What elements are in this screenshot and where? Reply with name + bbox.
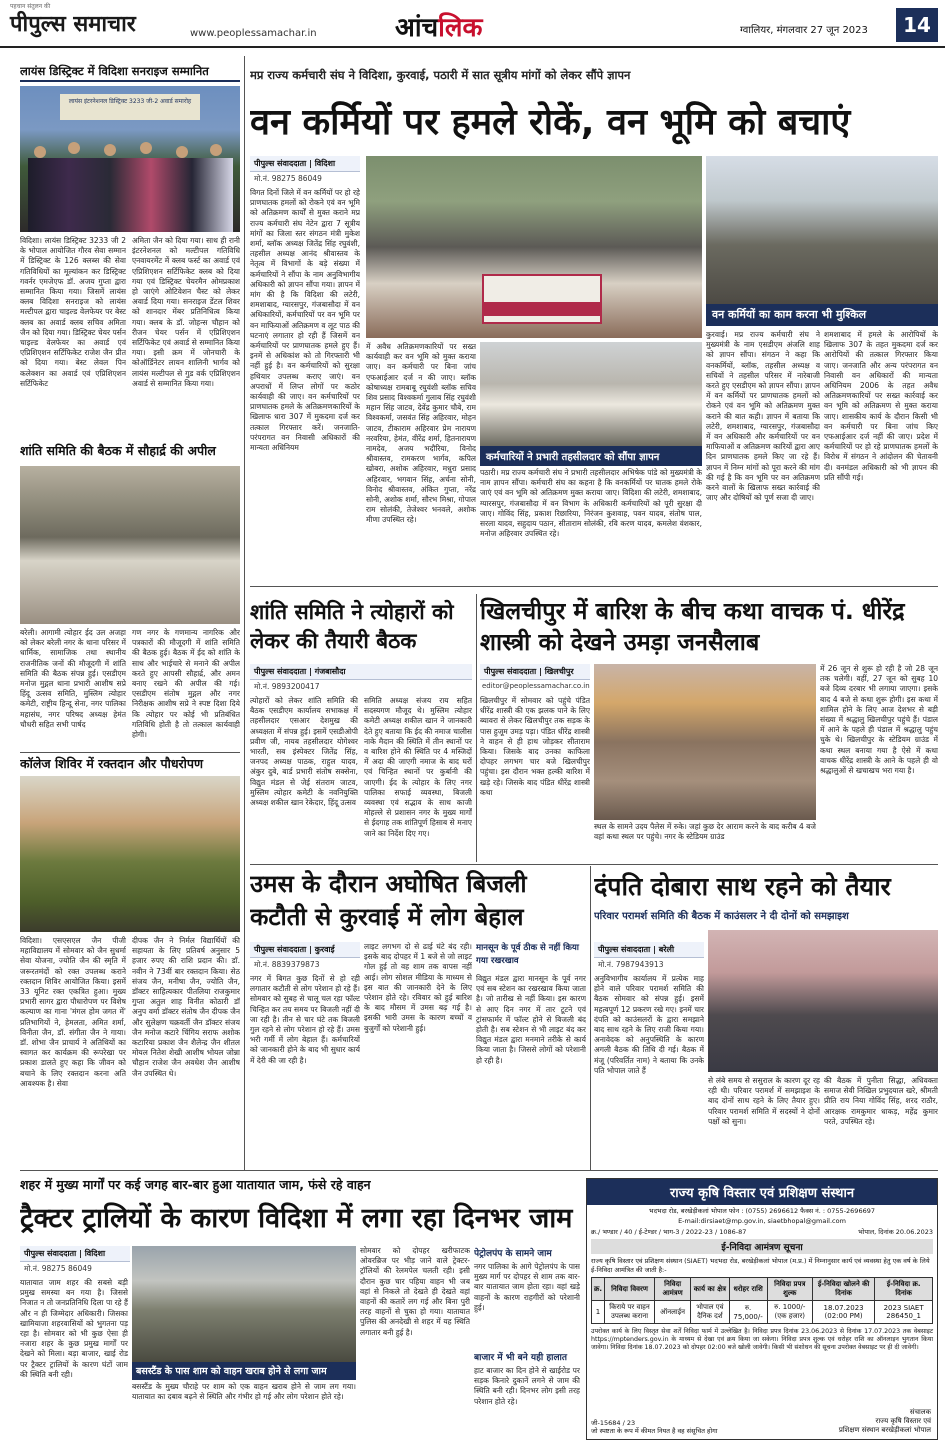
tender-org: राज्य कृषि विस्तार एवं प्रशिक्षण संस्थान bbox=[587, 1179, 937, 1205]
tender-cell: ऑनलाईन bbox=[655, 1301, 691, 1324]
dampati-subhead: परिवार परामर्श समिति की बैठक में काउंसलर ने दी दोनों को समझाइश bbox=[594, 911, 849, 922]
section-title-part1: आंच bbox=[395, 13, 439, 43]
college-headline: कॉलेज शिविर में रक्तदान और पौधरोपण bbox=[20, 752, 240, 772]
shanti2-byline-name: पीपुल्स संवाददाता bbox=[254, 667, 307, 676]
jam-photo-caption-body: बसस्टैंड के मुख्य चौराहे पर शाम को एक वाहन खराब होने से जाम लग गया। यातायात का दबाव बढ़ने से स्थिति और गंभीर हो गई और लोग परेशान होते रहे। bbox=[132, 1382, 356, 1402]
tender-sign-line1: संचालक bbox=[909, 1408, 931, 1416]
tender-advertisement bbox=[586, 1178, 938, 1440]
section-title bbox=[395, 8, 482, 44]
jam-byline: पीपुल्स संवाददाता | विदिशा bbox=[20, 1246, 130, 1262]
dampati-byline-name: पीपुल्स संवाददाता bbox=[598, 945, 651, 954]
tender-cell: 18.07.2023 (02:00 PM) bbox=[812, 1301, 874, 1324]
khilchi-photo-caption: स्थल के सामने उदय पैलेस में रुके। जहां कुछ देर आराम करने के बाद करीब 4 बजे वहां कथा स्थल पर पहुंचे। नगर के स्टेडियम ग्राउंड bbox=[594, 822, 816, 842]
van-right-caption: वन कर्मियों का काम करना भी मुश्किल bbox=[706, 304, 938, 326]
jam-text-col4: हाट बाजार का दिन होने से खाईरोड पर सड़क किनारे दुकानें लगने से जाम की स्थिति बनी रही। दिनभर लोग इसी तरह परेशान होते रहे। bbox=[474, 1366, 580, 1406]
khilchi-email[interactable]: editor@peoplessamachar.co.in bbox=[482, 682, 590, 690]
van-byline-name: पीपुल्स संवाददाता bbox=[254, 159, 307, 168]
jam-text-col2: सोमवार को दोपहर खरीफाटक ओवरब्रिज पर भीड़ जाने वाले ट्रेक्टर-ट्रॉलियों की रेलमपेल चलती रही। इसी दौरान कुछ चार पहिया वाहन भी जब वहां से निकले तो देखते ही देखते वहां वाहनों की कतारें लग गई और बिना पुरी तरह वाहनों से चुका हो गया। यातायात पुलिस की अनदेखी से शहर में यह स्थिति लगातार बनी हुई है। bbox=[360, 1246, 470, 1337]
jam-headline: ट्रैक्टर ट्रालियों के कारण विदिशा में लगा रहा दिनभर जाम bbox=[20, 1203, 573, 1234]
tender-cell: 2023 SIAET 286450_1 bbox=[875, 1301, 933, 1324]
dampati-byline-place: बरेली bbox=[658, 945, 675, 954]
shanti1-headline: शांति समिति की बैठक में सौहार्द्र की अपील bbox=[20, 443, 216, 458]
khilchi-byline: पीपुल्स संवाददाता | खिलचीपुर bbox=[480, 664, 590, 680]
shanti1-text-col2: गण नगर के गणमान्य नागरिक और पत्रकारों की मौजूदगी में शांति समिति की बैठक हुई। बैठक में ईद को शांति के साथ और भाईचारे से मनाने की अपील करते हुए आपसी सौहार्द्र, और अमन बनाए रखने की अपील की गई। एसडीएम संतोष मुद्गल और नगर निरीक्षक आशीष सप्रे ने स्पष्ट दिशा दिये कि त्योहार पर कोई भी प्रतिबंधित गतिविधि होती है तो तत्काल कार्यवाही होगी। bbox=[132, 628, 240, 740]
lions-text-col2: अमिता जैन को दिया गया। साथ ही रानी इंटरनेशनल को मल्टीपल गतिविधि एनवायरमेंट में क्लब फर्स्ट का अवार्ड एवं एप्रिशिएशन सर्टिफिकेट क्लब को दिया गया एवं डिस्ट्रिक्ट चेयरमैन ओमप्रकाश हो जाएंगे ओटिवेशन चैस्ट को लेकर अवार्ड दिया गया। सनराइज डेंटल शिवर को शानदार मेंबर प्रतिनिधित्व किया गया। क्लब के डॉ. जोहन्स चौहान को रीजन चेयर पर्सन में एप्रिशिएशन सर्टिफिकेट एवं अवार्ड से सम्मानित किया गया। इसी क्रम में जोनचारी के कोऑर्डिनेटर लायन शालिनी भार्गव को लायंस मल्टीपल से गुड वर्क एप्रिशिएशन अवार्ड से सम्मानित किया गया। bbox=[132, 236, 240, 388]
tender-col-header: निविदा आमंत्रण bbox=[655, 1278, 691, 1301]
van-byline-place: विदिशा bbox=[314, 159, 336, 168]
dampati-photo bbox=[708, 930, 938, 1072]
dampati-text-col2: से लंबे समय से ससुराल के कारण दूर रह रही थी। परिवार परामर्श में समझाइश के बाद दोनों साथ रहने के लिए तैयार हुए। परिवार परामर्श समिति में सदस्यों ने दोनों पक्षों को सुना। bbox=[708, 1076, 820, 1126]
tender-cell: रु. 75,000/- bbox=[729, 1301, 767, 1324]
jam-byline-place: विदिशा bbox=[84, 1249, 106, 1258]
jam-text-col3: नगर पालिका के आगे पेट्रोलपंप के पास मुख्य मार्ग पर दोपहर से शाम तक बार-बार यातायात जाम होता रहा। वहां खड़े वाहनों के कारण राहगीरों को परेशानी हुई। bbox=[474, 1262, 580, 1312]
dampati-mobile: मो.नं. 7987943913 bbox=[598, 960, 664, 969]
tender-col-header: ई-निविदा क्र. दिनांक bbox=[875, 1278, 933, 1301]
van-photo-caption-body: पठारी। मप्र राज्य कर्मचारी संघ ने प्रभारी तहसीलदार अभिषेक पांडे को मुख्यमंत्री के नाम ज्ञापन सौंपा। कर्मचारी संघ का कहना है कि वनकर्मियों पर घातक हमले रोके जाएं एवं वन भूमि को अतिक्रमण मुक्त कराया जाए। विदिशा की लटेरी, शमशाबाद, ग्यारसपुर, गंजबासौदा में वन विभाग के अधिकारी कर्मचारियों को पूरी सुरक्षा दी जाए। गोविंद सिंह, प्रकाश रिछारिया, निरंजन कुशवाह, पवन यादव, संतोष पाल, सरला यादव, सहुदाय पठान, सीताराम सोलंकी, रवि करण यादव, कमलेश वंशकार, मनोज अहिरवार उपस्थित रहे। bbox=[480, 468, 702, 539]
bijli-text-col1: नगर में बिगत कुछ दिनों से हो रही लगातार कटौती से लोग परेशान हो रहे हैं। सोमवार को सुबह से चालू चल रहा फॉल्ट चिन्हित कर तय समय पर बिजली नहीं दी जा रही है। तीन से चार घंटे तक बिजली गुल रहने से लोग परेशान हो रहे हैं। उमस भरी गर्मी में लोग बेहाल हैं। कर्मचारियों को जानकारी होने के बाद भी सुधार कार्य में देरी की जा रही है। bbox=[250, 974, 360, 1065]
bijli-subhead: मानसून के पूर्व ठीक से नहीं किया गया रखरखाव bbox=[476, 943, 580, 966]
college-text-col1: विदिशा। एसएसएल जैन पीजी महाविद्यालय में सोमवार को जैन सुधर्मा सेवा योजना, ज्योति जैन की स्मृति में जरूरतमंदों को रक्त उपलब्ध कराने रक्तदान शिविर आयोजित किया। इसमें 33 यूनिट रक्त एकत्रित हुआ। मुख्य प्रभारी सागर द्वारा पौधारोपण पर विशेष कल्याण का गाना 'मंगल होम जगत में' प्रतिभागियों ने, हेमलता, अमित शर्मा, विनीता जैन, डॉ. संगीता जैन ने गाया। डॉ. शोभा जैन प्राचार्य ने अतिथियों का स्वागत कर कार्यक्रम की रूपरेखा पर प्रकाश डालते हुए कहा कि जीवन को बचाने के लिए रक्तदान करना अति आवश्यक है। सेवा bbox=[20, 936, 126, 1088]
tender-cell: 1 bbox=[592, 1301, 605, 1324]
van-headline: वन कर्मियों पर हमले रोकें, वन भूमि को बचाएं bbox=[250, 102, 851, 143]
bijli-text-col3: विद्युत मंडल द्वारा मानसून के पूर्व नगर एवं सब स्टेशन का रखरखाव किया जाता है। जो तारीख से नहीं किया। इस कारण से आए दिन नगर में तार टूटने एवं ट्रांसफार्मर में फॉल्ट होने से बिजली बंद होती है। सब स्टेशन से भी लाइट बंद कर विद्युत मंडल द्वारा मनमाने तरीके से कार्य किया जाता है। जिससे लोगों को परेशानी हो रही है। bbox=[476, 974, 586, 1065]
dampati-text-col3: की बैठक में पुनीता सिद्धा, अधिवक्ता समाज सेवी निखिल प्रभुदयाल खरे, श्रीमती प्रीति राय निया गोविंद सिंह, शरद राठौर, आरक्षक रामकुमार धाकड़, महेंद्र कुमार परते, उपस्थित रहे। bbox=[824, 1076, 938, 1126]
tender-col-header: निविदा प्रपत्र शुल्क bbox=[767, 1278, 812, 1301]
masthead-tagline: पहचान संतुलन की bbox=[10, 3, 51, 10]
lions-banner: लायंस इंटरनेशनल डिस्ट्रिक्ट 3233 जी-2 अवार्ड समारोह bbox=[60, 94, 200, 120]
khilchi-byline-place: खिलचीपुर bbox=[544, 667, 574, 676]
tender-table bbox=[591, 1277, 933, 1324]
section-divider bbox=[250, 586, 938, 587]
tender-cell: रु. 1000/- (एक हजार) bbox=[767, 1301, 812, 1324]
dampati-text-col1: अनुविभागीय कार्यालय में प्रत्येक माह होने वाले परिवार परामर्श समिति की बैठक सोमवार को संपन्न हुई। इसमें महत्वपूर्ण 12 प्रकरण रखे गए। इनमें चार दंपति को काउंसलरों के द्वारा समझाने बाद साथ रहने के लिए राजी किया गया। अनावेदक को अनुपस्थिति के कारण अगली बैठक की तिथि दी गई। बैठक में मंजू (परिवर्तित नाम) ने बताया कि उनके पति भोपाल जाते हैं bbox=[594, 974, 704, 1075]
newspaper-name: पीपुल्स समाचार bbox=[10, 11, 136, 37]
van-right-text-col1: कुरवाई। मप्र राज्य कर्मचारी संघ ने मुख्यमंत्री के नाम एसडीएम अंजलि शाह को ज्ञापन सौंपा। संगठन ने कहा कि वनकर्मियों, ब्लॉक, तहसील अध्यक्ष व सचिवों ने तहसील परिसर में नारेबाजी करते हुए एसडीएम को ज्ञापन सौंपा। ज्ञापन में वन कर्मियों पर प्राणघातक हमलों को रोकने एवं वन भूमि को अतिक्रमण मुक्त कराने की बात कही। ज्ञापन में बताया कि लटेरी, शमशाबाद, ग्यारसपुर, गंजबासौदा में वन अधिकारी और कर्मचारियों पर वन माफियाओं व अतिक्रमण कारियों द्वारा आए दिन प्राणघातक हमले किए जा रहे हैं। ज्ञापन में निम्न मांगों को पूरा करने की मांग की गई है कि वन भूमि पर वन अतिक्रमण करने वालों के खिलाफ सख्त कार्रवाई की जाए और दोषियों को पूर्ण सजा दी जाए। bbox=[706, 330, 820, 503]
jam-mobile: मो.नं. 98275 86049 bbox=[24, 1264, 92, 1273]
van-text-col1: विगत दिनों जिले में वन कर्मियों पर हो रहे प्राणघातक हमलों को रोकने एवं वन भूमि को अतिक्रमण कार्यों से मुक्त कराने मप्र राज्य कर्मचारी संघ नेटेन द्वारा 7 सूत्रीय मांगों का जिला स्तर संगठन मंत्री मुकेश शर्मा, ब्लॉक अध्यक्ष जितेंद्र सिंह रघुवंशी, तहसील अध्यक्ष आनंद श्रीवास्तव के नेतृत्व में विभागों के बड़े संख्या में कर्मचारियों ने सौंपा के नाम अनुविभागीय अधिकारी को ज्ञापन सौंपा गया। ज्ञापन में मांग की है कि विदिशा की लटेरी, शमशाबाद, ग्यारसपुर, गंजबासौदा में वन अधिकारियों, कर्मचारियों पर वन भूमि पर वन माफियाओं अतिक्रमण व लूट पाठ की घटनाएं लगातार हो रही हैं जिसमें वन कर्मचारियों पर प्राणघातक हमले हुए हैं। इनमें से अधिकांश को तो गिरफ्तारी भी नहीं हुई है। वन कर्मचारियों को सुरक्षा हथियार उपलब्ध कराए जाएं। वन अपराधों में लिप्त लोगों पर कठोर कार्यवाही की जाए। वन कर्मचारियों पर प्राणघातक हमले के अतिक्रमणकारियों के खिलाफ धारा 307 में मुकदमा दर्ज कर तत्काल गिरफ्तार करें। जनजाति-परंपरागत वन निवासी अधिकारों की मान्यता अधिनियम bbox=[250, 188, 360, 453]
shanti2-byline: पीपुल्स संवाददाता | गंजबासौदा bbox=[250, 664, 472, 680]
tender-address: भदभदा रोड, बरखेड़ीकलां भोपाल फोन : (0755) 2696612 फैक्स नं. : 0755-2696697 bbox=[649, 1207, 875, 1215]
tender-table-header bbox=[592, 1278, 933, 1301]
van-text-col2: में अवैध अतिक्रमणकारियों पर सख्त कार्यवाही कर वन भूमि को मुक्त कराया जाए। वन कर्मचारी पर बिना जांच एफआईआर दर्ज न की जाए। ब्लॉक कोषाध्यक्ष रामबाबू रघुवंशी ब्लॉक सचिव शिव प्रसाद विश्वकर्मा गुलाब सिंह रघुवंशी महान सिंह जाटव, देवेंद्र कुमार चौबे, राम विश्वकर्मा, जसवंत सिंह अहिरवार, मोहन जाटव, टीकाराम अहिरवार प्रेम नारायण नरवरिया, हेमंत, वीरेंद्र शर्मा, हितनारायण नामदेव, अजय भदौरिया, विनोद श्रीवास्तव, रामकरण भार्गव, कपिल खोबरा, अशोक अहिरवार, मधुरा प्रसाद अहिरवार, भगवान सिंह, अर्चना सोनी, विनोद श्रीवास्तव, अंकित गुप्ता, नरेंद्र सोनी, अशोक शर्मा, सौरभ मिश्रा, गोपाल राम सोलंकी, तेजेश्वर भनवले, अशोक मीणा उपस्थित रहे। bbox=[366, 342, 476, 525]
tender-codes bbox=[591, 1419, 741, 1435]
section-divider-3 bbox=[20, 1170, 938, 1171]
tender-ref-row bbox=[587, 1226, 937, 1237]
jam-subhead-1: पेट्रोलपंप के सामने जाम bbox=[474, 1249, 552, 1259]
column-divider bbox=[244, 56, 245, 1170]
shanti2-text-col1: त्योहारों को लेकर शांति समिति की बैठक एसडीएम कार्यालय सभाकक्ष में तहसीलदार एसआर देशमुख की अध्यक्षता में संपन्न हुई। इसमें एसडीओपी प्रवीण जी, नायब तहसीलदार योगेश्वर भारती, सब इंस्पेक्टर जितेंद्र सिंह, जनपद अध्यक्ष पाठक, राहुल यादव, अंकुर दुबे, बार्ड प्रभारी संतोष सक्सेना, विद्युत मंडल से जेई संतराम जाटव, मुस्लिम त्योहार कमेटी के नवनियुक्ति अध्यक्ष शकील खान रेकेदार, हिंदू उत्सव bbox=[250, 696, 358, 808]
tender-code: जी-15684 / 23 bbox=[591, 1419, 636, 1427]
khilchi-text-col2: में 26 जून से शुरू हो रही है जो 28 जून तक चलेगी। वहीं, 27 जून को सुबह 10 बजे दिव्य दरबार भी लगाया जाएगा। इसके बाद 4 बजे से कथा शुरू होगी। इस कथा में शामिल होने के लिए आज देशभर से बड़ी संख्या में श्रद्धालु खिलचीपुर पहुंचे हैं। पंडाल में आने के पहले ही पंडाल में श्रद्धालु पहुंच चुके थे। खिलचीपुर के स्टेडियम ग्राउंड में कथा स्थल बनाया गया है ऐसे में कथा वाचक धीरेंद्र शास्त्री के आने के पहले ही वो श्रद्धालुओं से खचाखच भरा गया है। bbox=[820, 664, 938, 776]
tender-sign-line2: राज्य कृषि विस्तार एवं bbox=[875, 1417, 931, 1425]
tender-col-header: निविदा विवरण bbox=[605, 1278, 655, 1301]
tender-footer-text: उपरोक्त कार्य के लिए विस्तृत सेवा शर्तें निविदा फार्म में उल्लेखित है। निविदा प्रपत्र दिनांक 23.06.2023 से दिनांक 17.07.2023 तक वेबसाइट https://mptenders.gov.in के माध्यम से देखा एवं क्रय किया जा सकेगा। निविदा प्रपत्र शुल्क एवं धरोहर राशि का ऑनलाइन भुगतान किया जावेगा। निविदा दिनांक 18.07.2023 को दोपहर 02:00 बजे खोली जावेगी। किसी भी संशोधन की सूचना उपरोक्त वेबसाइट पर ही दी जावेगी। bbox=[591, 1328, 933, 1352]
shanti1-photo bbox=[20, 466, 240, 624]
tender-col-header: ई-निविदा खोलने की दिनांक bbox=[812, 1278, 874, 1301]
shanti2-text-col2: समिति अध्यक्ष संजय राय सहित सदस्यगण मौजूद थे। मुस्लिम त्योहार कमेटी अध्यक्ष शकील खान ने जानकारी देते हुए बताया कि ईद की नमाज चालीस नाके मैदान की स्थिति में तीन स्थानों पर व बारिश होने की स्थिति पर 4 मस्जिदों में अदा की जाएगी नमाज के बाद घरों एवं चिन्हित स्थानों पर कुर्बानी की जाएगी। ईद के त्योहार के लिए नगर पालिका सफाई व्यवस्था, बिजली व्यवस्था एवं सद्भाव के साथ काजी मोहल्ले से प्रशासन नगर के मुख्य मार्गों से ईदगाह तक शांतिपूर्ण हिसाब से मनाए जाने का निर्देश दिए गए। bbox=[364, 696, 472, 838]
jam-subhead-2: बाजार में भी बने यही हालात bbox=[474, 1353, 568, 1363]
tender-cell: भोपाल एवं दैनिक दर्श bbox=[691, 1301, 729, 1324]
college-text-col2: दीपक जैन ने निर्मल विद्यार्थियों की सहायता के लिए प्रतिवर्ष अनुसार 5 हजार रुपए की राशि प्रदान की। डॉ. नवीन ने 73वीं बार रक्तदान किया। सेठ संजय जैन, मनीषा जैन, ज्योति जैन, डॉक्टर साहित्यकार पीतलिया राजकुमार गुप्ता अतुल शाह विनीत कोठारी डॉ अनुप वर्मा डॉक्टर संतोष जैन दीपक जैन और सुलेक्षण चक्रवर्ती जैन डॉक्टर संजय जैन मनोज कटारे चिंगिय सराफ अशोक कटारिया प्रकाश जैन शैलेन्द्र जैन शीतल मोयल नितेश शेखी आशीष भोयल जोन्ना चौहान राजेश जैन अवधेश जैन आशीष जैन उपस्थित थे। bbox=[132, 936, 240, 1078]
khilchi-byline-name: पीपुल्स संवाददाता bbox=[484, 667, 537, 676]
dampati-byline: पीपुल्स संवाददाता | बरेली bbox=[594, 942, 704, 958]
column-divider-2 bbox=[476, 594, 477, 862]
tender-sign-line3: प्रशिक्षण संस्थान बरखेड़ीकलां भोपाल bbox=[838, 1426, 931, 1434]
bijli-byline: पीपुल्स संवाददाता | कुरवाई bbox=[250, 942, 360, 958]
van-photo-main bbox=[366, 156, 702, 338]
tender-signature bbox=[839, 1408, 931, 1435]
tender-intro: राज्य कृषि विस्तार एवं प्रशिक्षण संस्थान (SIAET) भदभदा रोड, बरखेड़ीकलां भोपाल (म.प्र.) में निम्नानुसार कार्य एवं व्यवस्था हेतु एक वर्ष के लिये ई-निविदा आमंत्रित की जाती है:- bbox=[591, 1257, 930, 1274]
tender-note: जो स्पष्टता के रूप में कीमत नियत है वह संसूचित होगा bbox=[591, 1427, 718, 1435]
tender-col-header: कार्य का क्षेत्र bbox=[691, 1278, 729, 1301]
jam-kicker: शहर में मुख्य मार्गों पर कई जगह बार-बार हुआ यातायात जाम, फंसे रहे वाहन bbox=[20, 1177, 371, 1192]
tender-table-row bbox=[592, 1301, 933, 1324]
jam-photo-caption: बसस्टैंड के पास शाम को वाहन खराब होने से लगा जाम bbox=[132, 1362, 356, 1380]
college-photo bbox=[20, 776, 240, 932]
jam-byline-name: पीपुल्स संवाददाता bbox=[24, 1249, 77, 1258]
bijli-byline-place: कुरवाई bbox=[314, 945, 335, 954]
tender-col-header: क्र. bbox=[592, 1278, 605, 1301]
bijli-text-col2: लाइट लगभग दो से ढाई घंटे बंद रही। इसके बाद दोपहर में 1 बजे से जो लाइट गोल हुई तो वह शाम तक वापस नहीं आई। लोग सोशल मीडिया के माध्यम से इस बात की जानकारी देने के लिए परेशान होते रहे। रविवार को हुई बारिश के बाद मौसम में उमस बढ़ गई है। इसकी भारी उमस के कारण बच्चों व बुजुर्गों को परेशानी हुई। bbox=[364, 942, 472, 1033]
van-byline: पीपुल्स संवाददाता | विदिशा bbox=[250, 156, 360, 172]
lions-photo bbox=[20, 86, 240, 232]
van-photo-second bbox=[480, 342, 702, 446]
dampati-headline: दंपति दोबारा साथ रहने को तैयार bbox=[594, 872, 891, 901]
jam-photo bbox=[132, 1246, 356, 1362]
shanti1-text-col1: बरेली। आगामी त्योहार ईद उल अजहा को लेकर बरेली नगर के थाना परिसर में धार्मिक, सामाजिक तथा स्थानीय राजनीतिक जनों की मौजूदगी में शांति समिति की बैठक संपन्न हुई। एसडीएम मनोज मुद्गल थाना प्रभारी आशीष सप्रे हिंदू उत्सव समिति, मुस्लिम त्योहार कमेटी, राष्ट्रीय हिन्दू सेना, नगर पालिका महासंघ, नगर परिषद अध्यक्ष हेमंत चौधरी सहित सभी पार्षद bbox=[20, 628, 126, 729]
bijli-byline-name: पीपुल्स संवाददाता bbox=[254, 945, 307, 954]
van-photo-right bbox=[706, 156, 938, 304]
website-url[interactable]: www.peoplessamachar.in bbox=[190, 28, 317, 39]
khilchi-headline: खिलचीपुर में बारिश के बीच कथा वाचक पं. धीरेंद्र शास्त्री को देखने उमड़ा जनसैलाब bbox=[480, 597, 905, 656]
lions-text-col1: विदिशा। लायंस डिस्ट्रिक्ट 3233 जी 2 के भोपाल आयोजित गौरव सेवा सम्मान में डिस्ट्रिक्ट के 126 क्लब्स की सेवा गतिविधियों का मूल्यांकन कर डिस्ट्रिक्ट गवर्नर एमजेएफ डॉ. अजय गुप्ता द्वारा सम्मानित किया गया। जिसमें लायंस क्लब विदिशा सनराइज को लायंस मल्टीपल द्वारा चाइल्ड वेलफेयर पर बेस्ट क्लब का अवार्ड क्लब सचिव अमिता जैन को दिया गया। डिस्ट्रिक्ट चेयर पर्सन चाइल्ड वेलफेयर का अवार्ड एवं एप्रिशिएशन सर्टिफिकेट राजेश जैन प्रीत को दिया गया। बेस्ट लेवल पिन कलेक्शन का अवार्ड एवं एप्रिशिएशन सर्टिफिकेट bbox=[20, 236, 126, 388]
tender-date: भोपाल, दिनांक 20.06.2023 bbox=[858, 1228, 933, 1236]
tender-col-header: धरोहर राशि bbox=[729, 1278, 767, 1301]
dateline: ग्वालियर, मंगलवार 27 जून 2023 bbox=[740, 25, 868, 36]
section-divider-2 bbox=[250, 864, 938, 865]
shanti2-byline-place: गंजबासौदा bbox=[314, 667, 346, 676]
tender-title: ई-निविदा आमंत्रण सूचना bbox=[591, 1239, 933, 1254]
shanti2-headline: शांति समिति ने त्योहारों को लेकर की तैयारी बैठक bbox=[250, 600, 454, 653]
van-mobile: मो.नं. 98275 86049 bbox=[254, 174, 322, 183]
van-kicker: मप्र राज्य कर्मचारी संघ ने विदिशा, कुरवाई, पठारी में सात सूत्रीय मांगों को लेकर सौंपे ज्ञापन bbox=[250, 68, 631, 82]
bijli-headline: उमस के दौरान अघोषित बिजली कटौती से कुरवाई में लोग बेहाल bbox=[250, 870, 527, 931]
bijli-mobile: मो.नं. 8839379873 bbox=[254, 960, 320, 969]
section-title-part2: लिक bbox=[438, 13, 483, 43]
tender-email[interactable]: E-mail:dirsiaet@mp.gov.in, siaetbhopal@gmail.com bbox=[678, 1217, 846, 1225]
tender-cell: किराये पर वाहन उपलब्ध कराना bbox=[605, 1301, 655, 1324]
khilchi-text-col1: खिलचीपुर में सोमवार को पहुंचे पंडित धीरेंद्र शास्त्री की एक झलक पाने के लिए ब्यावरा से लेकर खिलचीपुर तक सड़क के पास हुजूम उमड़ पड़ा। पंडित धीरेंद्र शास्त्री ने वाहन से ही हाथ जोड़कर सीताराम किया। जिसके बाद उनका काफिला दोपहर लगभग चार बजे खिलचीपुर पहुंचा। इस दौरान भक्त हल्की बारिश में खड़े रहे। जिसके बाद पंडित धीरेंद्र शास्त्री कथा bbox=[480, 696, 590, 797]
page-number: 14 bbox=[896, 8, 938, 42]
tender-ref: क्र./ भण्डार / 40 / ई-टेण्डर / भाग-3 / 2022-23 / 1086-87 bbox=[591, 1228, 747, 1236]
van-photo-caption: कर्मचारियों ने प्रभारी तहसीलदार को सौंपा ज्ञापन bbox=[480, 446, 702, 466]
column-divider-3 bbox=[590, 866, 591, 1170]
lions-headline: लायंस डिस्ट्रिक्ट में विदिशा सनराइज सम्मानित bbox=[20, 64, 240, 82]
jam-text-col1: यातायात जाम शहर की सबसे बड़ी प्रमुख समस्या बन गया है। जिससे निजात न तो जनप्रतिनिधि दिला पा रहे हैं और न ही जिम्मेदार अधिकारी। जिसका खामियाजा शहरवासियों को भुगतना पड़ रहा है। सोमवार को भी कुछ ऐसा ही नजारा शहर के कुछ प्रमुख मार्गों पर देखने को मिला। बड़ा बाजार, खाई रोड पर ट्रैक्टर ट्रालियों के कारण घंटों जाम की स्थिति बनी रही। bbox=[20, 1278, 128, 1379]
van-right-text-col2: शमशाबाद में हमले के आरोपियों के खिलाफ 307 के तहत मुकदमा दर्ज कर आरोपियों की तत्काल गिरफ्तार किया जाए। जनजाति और अन्य परंपरागत वन निवासी वन अधिकारों की मान्यता अधिनियम 2006 के तहत अवैध अतिक्रमणकारियों पर सख्त कार्रवाई कर वन भूमि को अतिक्रमण से मुक्त कराया जाए। शासकीय कार्य के दौरान किसी भी वन कर्मचारी पर बिना जांच किए एफआईआर दर्ज नहीं की जाए। प्रदेश में कर्मचारियों पर हो रहे प्राणघातक हमलों के विरोध में संगठन ने आंदोलन की चेतावनी दी। वनमंडल अधिकारी को भी ज्ञापन की प्रति सौंपी गई। bbox=[824, 330, 938, 482]
shanti2-mobile: मो.नं. 9893200417 bbox=[254, 682, 320, 691]
khilchi-photo bbox=[594, 664, 816, 820]
